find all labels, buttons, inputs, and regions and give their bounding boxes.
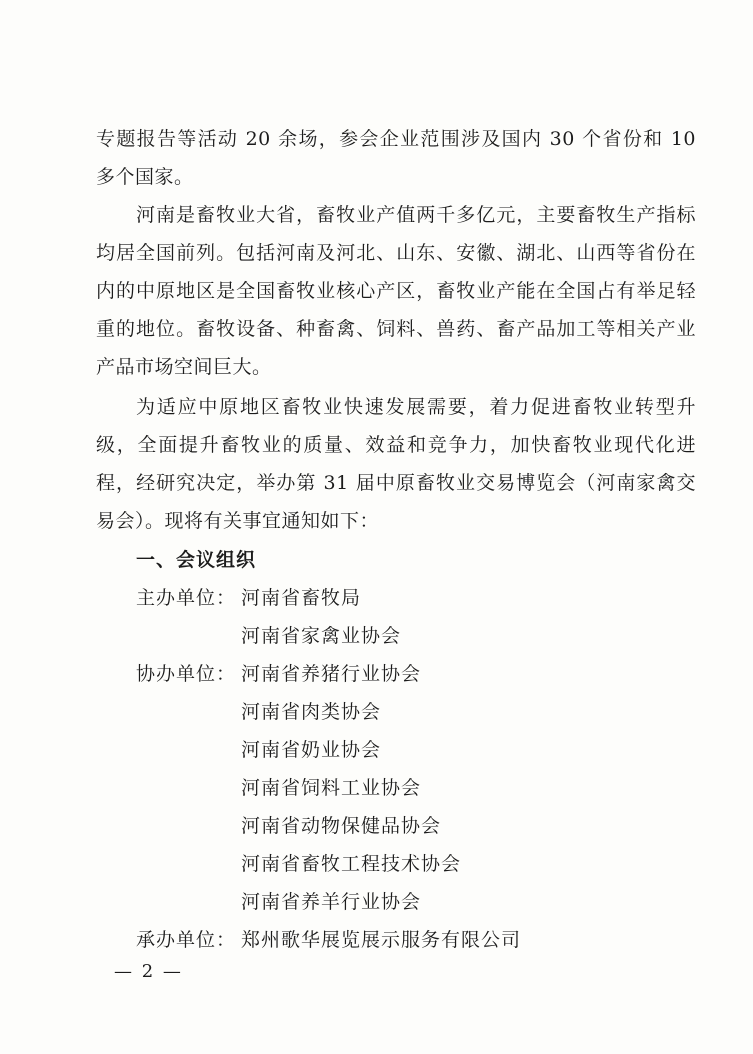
- paragraph-intro-continued: 专题报告等活动 20 余场，参会企业范围涉及国内 30 个省份和 10 多个国家。: [96, 128, 696, 188]
- host-unit: 河南省畜牧局: [241, 587, 362, 609]
- co-host-unit: 河南省奶业协会: [241, 739, 382, 761]
- co-host-unit: 河南省饲料工业协会: [241, 777, 422, 799]
- organizer-label: 承办单位：: [136, 929, 237, 951]
- paragraph-henan-overview: 河南是畜牧业大省，畜牧业产值两千多亿元，主要畜牧生产指标均居全国前列。包括河南及河北、山东、安徽、湖北、山西等省份在内的中原地区是全国畜牧业核心产区，畜牧业产能在全国占有举足轻重的地位。畜牧设备、种畜禽、饲料、兽药、畜产品加工等相关产业产品市场空间巨大。: [96, 204, 696, 378]
- co-host-unit: 河南省动物保健品协会: [241, 815, 442, 837]
- organizer-unit: 郑州歌华展览展示服务有限公司: [241, 929, 522, 951]
- co-host-unit: 河南省畜牧工程技术协会: [241, 853, 462, 875]
- page-number: — 2 —: [114, 961, 183, 982]
- co-host-unit: 河南省养羊行业协会: [241, 891, 422, 913]
- host-unit: 河南省家禽业协会: [241, 625, 402, 647]
- section-heading-organization: 一、会议组织: [136, 549, 257, 571]
- co-host-unit: 河南省肉类协会: [241, 701, 382, 723]
- paragraph-purpose: 为适应中原地区畜牧业快速发展需要，着力促进畜牧业转型升级，全面提升畜牧业的质量、效益和竞争力，加快畜牧业现代化进程，经研究决定，举办第 31 届中原畜牧业交易博览会（河南家禽交易会）。现将有关事宜通知如下：: [96, 396, 696, 532]
- co-host-unit: 河南省养猪行业协会: [241, 663, 422, 685]
- host-label: 主办单位：: [136, 587, 237, 609]
- co-host-label: 协办单位：: [136, 663, 237, 685]
